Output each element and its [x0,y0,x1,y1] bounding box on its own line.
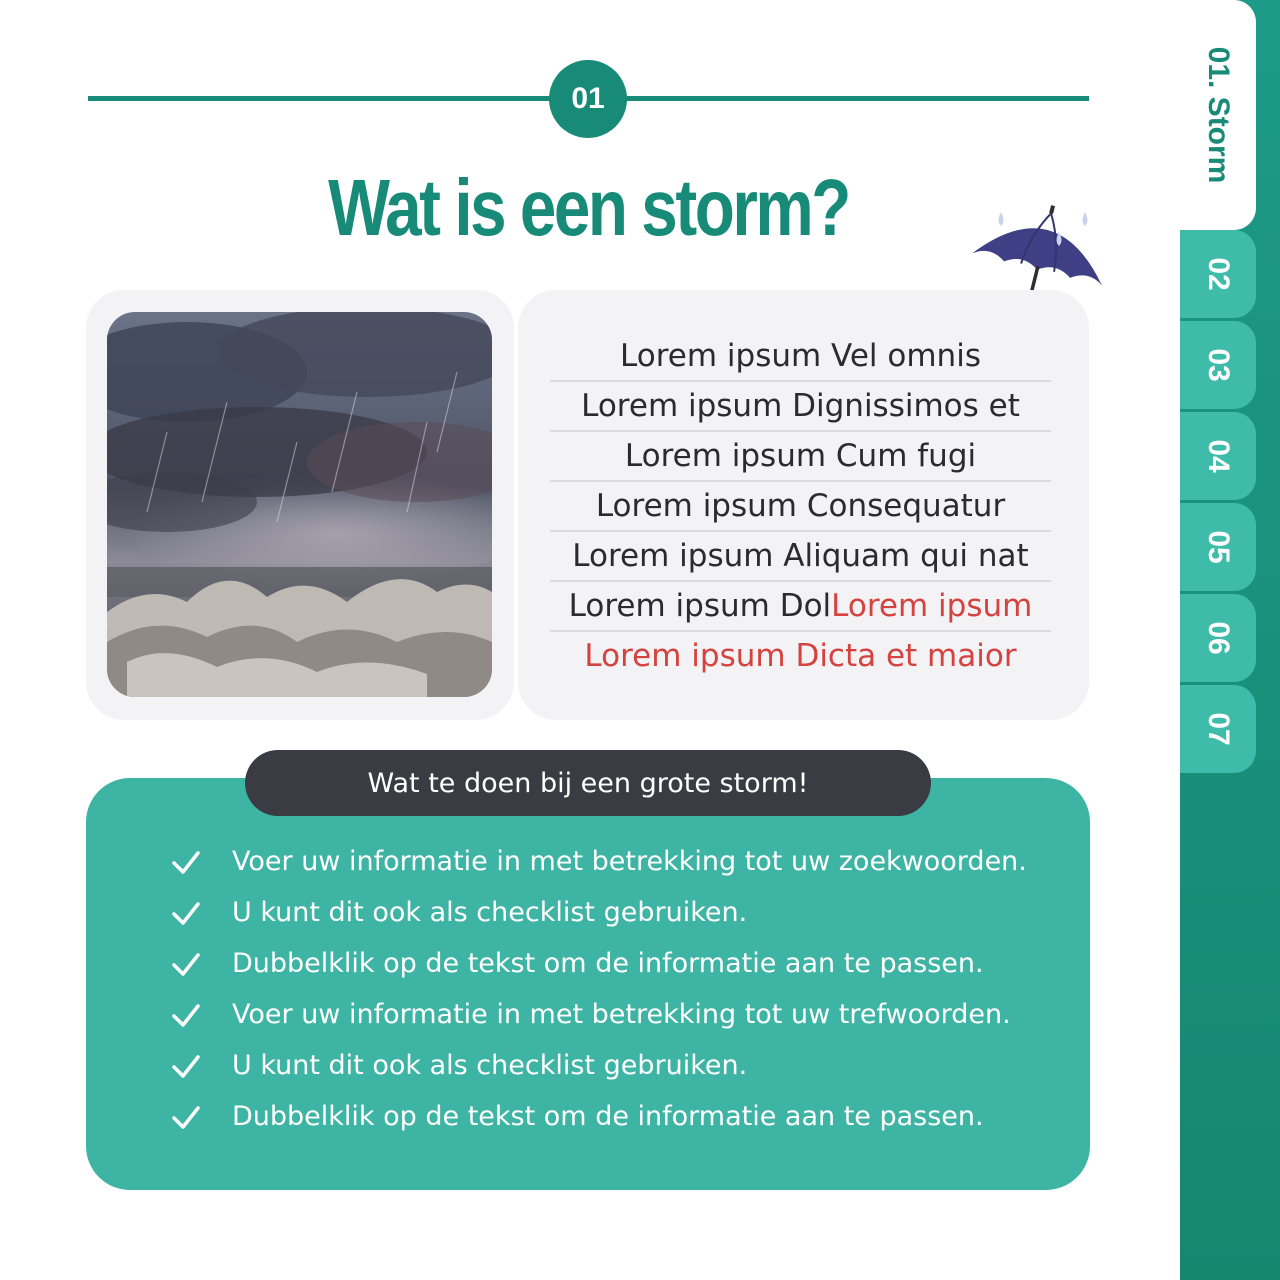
tab-02[interactable] [1180,230,1256,318]
tab-label: 04 [1202,439,1235,473]
highlight-text: Lorem ipsum [831,588,1033,624]
list-item: Lorem ipsum Consequatur [550,482,1051,532]
tab-06[interactable] [1180,594,1256,682]
list-item: Lorem ipsum Aliquam qui nat [550,532,1051,582]
tips-checklist [170,836,1027,1142]
checklist-text: Voer uw informatie in met betrekking tot uw trefwoorden. [232,999,1011,1030]
checklist-text: U kunt dit ook als checklist gebruiken. [232,1050,748,1081]
storm-photo [107,312,492,697]
checkmark-icon [170,1000,202,1030]
tab-label: 03 [1202,348,1235,382]
checklist-item [170,989,1027,1040]
checkmark-icon [170,1102,202,1132]
checklist-item [170,1040,1027,1091]
tab-01-storm[interactable] [1180,0,1256,230]
tab-04[interactable] [1180,412,1256,500]
tab-label: 06 [1202,621,1235,655]
checklist-text: Dubbelklik op de tekst om de informatie aan te passen. [232,1101,984,1132]
checkmark-icon [170,898,202,928]
tab-label: 05 [1202,530,1235,564]
list-item [550,632,1051,680]
checkmark-icon [170,1051,202,1081]
tips-heading: Wat te doen bij een grote storm! [245,750,931,816]
info-list [550,332,1051,680]
storm-sea-photo-icon [107,312,492,697]
checklist-item [170,887,1027,938]
tab-label: 02 [1202,257,1235,291]
tab-label: 07 [1202,712,1235,746]
checklist-text: Dubbelklik op de tekst om de informatie aan te passen. [232,948,984,979]
list-item: Lorem ipsum Cum fugi [550,432,1051,482]
checklist-item [170,938,1027,989]
checkmark-icon [170,949,202,979]
tab-05[interactable] [1180,503,1256,591]
checklist-text: Voer uw informatie in met betrekking tot uw zoekwoorden. [232,846,1027,877]
list-item: Lorem ipsum Dignissimos et [550,382,1051,432]
tab-03[interactable] [1180,321,1256,409]
checklist-item [170,1091,1027,1142]
checkmark-icon [170,847,202,877]
tab-active-label: 01. Storm [1202,46,1235,184]
list-item: Lorem ipsum Vel omnis [550,332,1051,382]
checklist-item [170,836,1027,887]
checklist-text: U kunt dit ook als checklist gebruiken. [232,897,748,928]
highlight-text: Lorem ipsum Dicta et maior [584,638,1017,674]
page-title: Wat is een storm? [328,163,849,252]
tab-07[interactable] [1180,685,1256,773]
list-item: Lorem ipsum DolLorem ipsum [550,582,1051,632]
section-number-badge: 01 [549,60,627,138]
